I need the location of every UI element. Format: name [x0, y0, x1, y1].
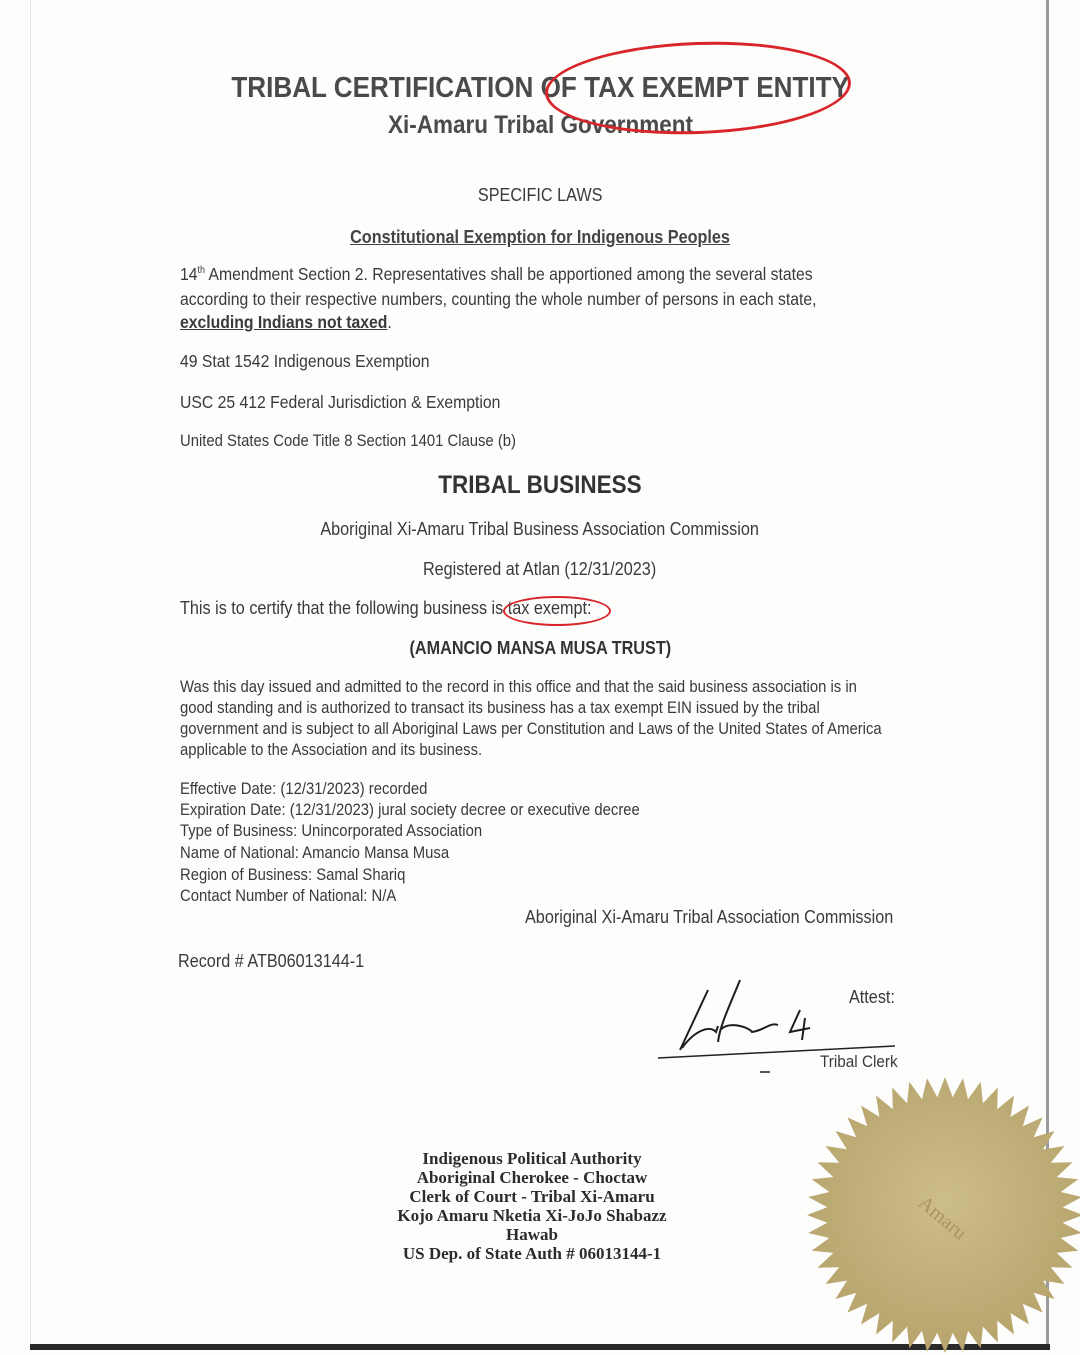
authority-line: Kojo Amaru Nketia Xi-JoJo Shabazz [397, 1206, 667, 1225]
document-subtitle: Xi-Amaru Tribal Government [387, 111, 693, 139]
registration-line: Registered at Atlan (12/31/2023) [423, 559, 657, 579]
amendment-line-2: according to their respective numbers, counting the whole number of persons in each state, [180, 289, 817, 309]
issuing-commission: Aboriginal Xi-Amaru Tribal Association Commission [525, 907, 894, 927]
authority-block [332, 1149, 732, 1263]
detail-business-type: Type of Business: Unincorporated Association [180, 822, 483, 840]
authority-line: US Dep. of State Auth # 06013144-1 [402, 1244, 662, 1263]
specific-laws-heading: SPECIFIC LAWS [477, 185, 603, 205]
law-item: United States Code Title 8 Section 1401 Clause (b) [180, 432, 516, 450]
red-annotation-oval [503, 596, 611, 626]
detail-expiration-date: Expiration Date: (12/31/2023) jural society decree or executive decree [180, 801, 640, 819]
paragraph-line: good standing and is authorized to transact its business has a tax exempt EIN issued by the tribal [180, 699, 820, 717]
amendment-line-1: 14th Amendment Section 2. Representatives shall be apportioned among the several states [180, 264, 813, 284]
record-number: Record # ATB06013144-1 [178, 951, 365, 971]
tribal-business-heading: TRIBAL BUSINESS [438, 471, 642, 499]
commission-name: Aboriginal Xi-Amaru Tribal Business Association Commission [320, 519, 760, 539]
gold-seal-image [805, 1075, 1080, 1355]
law-item: 49 Stat 1542 Indigenous Exemption [180, 351, 430, 371]
tribal-clerk-label: Tribal Clerk [820, 1052, 898, 1071]
certify-line: This is to certify that the following business is tax exempt: [180, 598, 592, 618]
detail-effective-date: Effective Date: (12/31/2023) recorded [180, 780, 428, 798]
amendment-line-3: excluding Indians not taxed. [180, 312, 392, 332]
attest-label: Attest: [849, 987, 895, 1007]
paragraph-line: applicable to the Association and its business. [180, 741, 483, 759]
authority-line: Indigenous Political Authority [422, 1149, 642, 1168]
document-title: TRIBAL CERTIFICATION OF TAX EXEMPT ENTITY [231, 72, 849, 104]
detail-national-name: Name of National: Amancio Mansa Musa [180, 844, 450, 862]
constitutional-exemption-heading: Constitutional Exemption for Indigenous Peoples [350, 227, 730, 247]
law-item: USC 25 412 Federal Jurisdiction & Exemption [180, 392, 501, 412]
paragraph-line: Was this day issued and admitted to the record in this office and that the said business association is in [180, 678, 857, 696]
detail-contact: Contact Number of National: N/A [180, 887, 397, 905]
entity-name: (AMANCIO MANSA MUSA TRUST) [409, 638, 671, 658]
paragraph-line: government and is subject to all Aboriginal Laws per Constitution and Laws of the United States of America [180, 720, 882, 738]
authority-line: Clerk of Court - Tribal Xi-Amaru [409, 1187, 655, 1206]
svg-text:Amaru: Amaru [914, 1191, 971, 1245]
authority-line: Aboriginal Cherokee - Choctaw [416, 1168, 648, 1187]
authority-line: Hawab [506, 1225, 558, 1244]
detail-region: Region of Business: Samal Shariq [180, 866, 406, 884]
